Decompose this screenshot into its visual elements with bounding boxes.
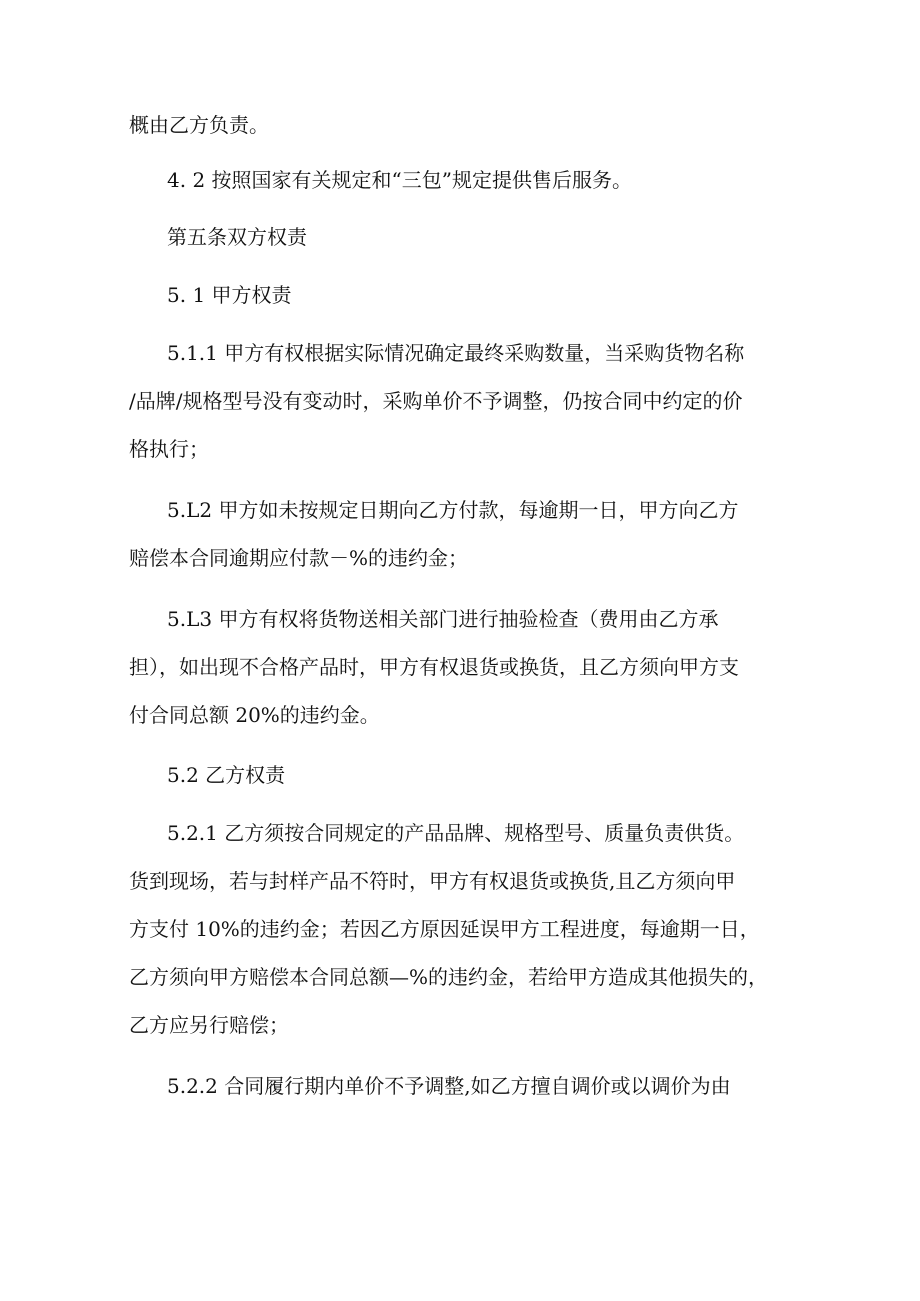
text-line: 格执行；	[129, 437, 209, 461]
paragraph-5-1-1	[129, 329, 795, 473]
text-line: 5. 1 甲方权责	[167, 283, 292, 307]
text-line: 赔偿本合同逾期应付款－%的违约金；	[129, 546, 469, 570]
text-line: 4. 2 按照国家有关规定和“三包”规定提供售后服务。	[167, 168, 632, 192]
paragraph-5-1-2	[129, 486, 795, 582]
text-line: 概由乙方负责。	[129, 113, 269, 137]
text-line: 5.L3 甲方有权将货物送相关部门进行抽验检查（费用由乙方承	[167, 607, 719, 631]
text-line: 货到现场，若与封样产品不符时，甲方有权退货或换货,且乙方须向甲	[129, 869, 736, 893]
text-line: 5.2.2 合同履行期内单价不予调整,如乙方擅自调价或以调价为由	[167, 1074, 731, 1098]
text-line: 方支付 10%的违约金；若因乙方原因延误甲方工程进度，每逾期一日，	[129, 917, 760, 941]
paragraph-5-1-3	[129, 595, 795, 739]
paragraph-5-2-2	[129, 1062, 795, 1110]
text-line: 乙方须向甲方赔偿本合同总额—%的违约金，若给甲方造成其他损失的，	[129, 965, 769, 989]
subsection-heading-5-1	[129, 271, 795, 319]
text-line: 乙方应另行赔偿；	[129, 1013, 289, 1037]
text-line: 5.L2 甲方如未按规定日期向乙方付款，每逾期一日，甲方向乙方	[167, 498, 739, 522]
text-line: 付合同总额 20%的违约金。	[129, 703, 380, 727]
section-heading-article-5	[129, 213, 795, 261]
text-line: 第五条双方权责	[167, 225, 307, 249]
subsection-heading-5-2	[129, 751, 795, 799]
paragraph-continuation	[129, 101, 795, 149]
paragraph-5-2-1	[129, 809, 795, 1049]
text-line: 5.2 乙方权责	[167, 763, 286, 787]
text-line: 担），如出现不合格产品时，甲方有权退货或换货，且乙方须向甲方支	[129, 655, 739, 679]
paragraph-after-sales	[129, 156, 795, 204]
text-line: 5.2.1 乙方须按合同规定的产品品牌、规格型号、质量负责供货。	[167, 821, 745, 845]
text-line: 5.1.1 甲方有权根据实际情况确定最终采购数量，当采购货物名称	[167, 341, 745, 365]
text-line: /品牌/规格型号没有变动时，采购单价不予调整，仍按合同中约定的价	[129, 389, 743, 413]
